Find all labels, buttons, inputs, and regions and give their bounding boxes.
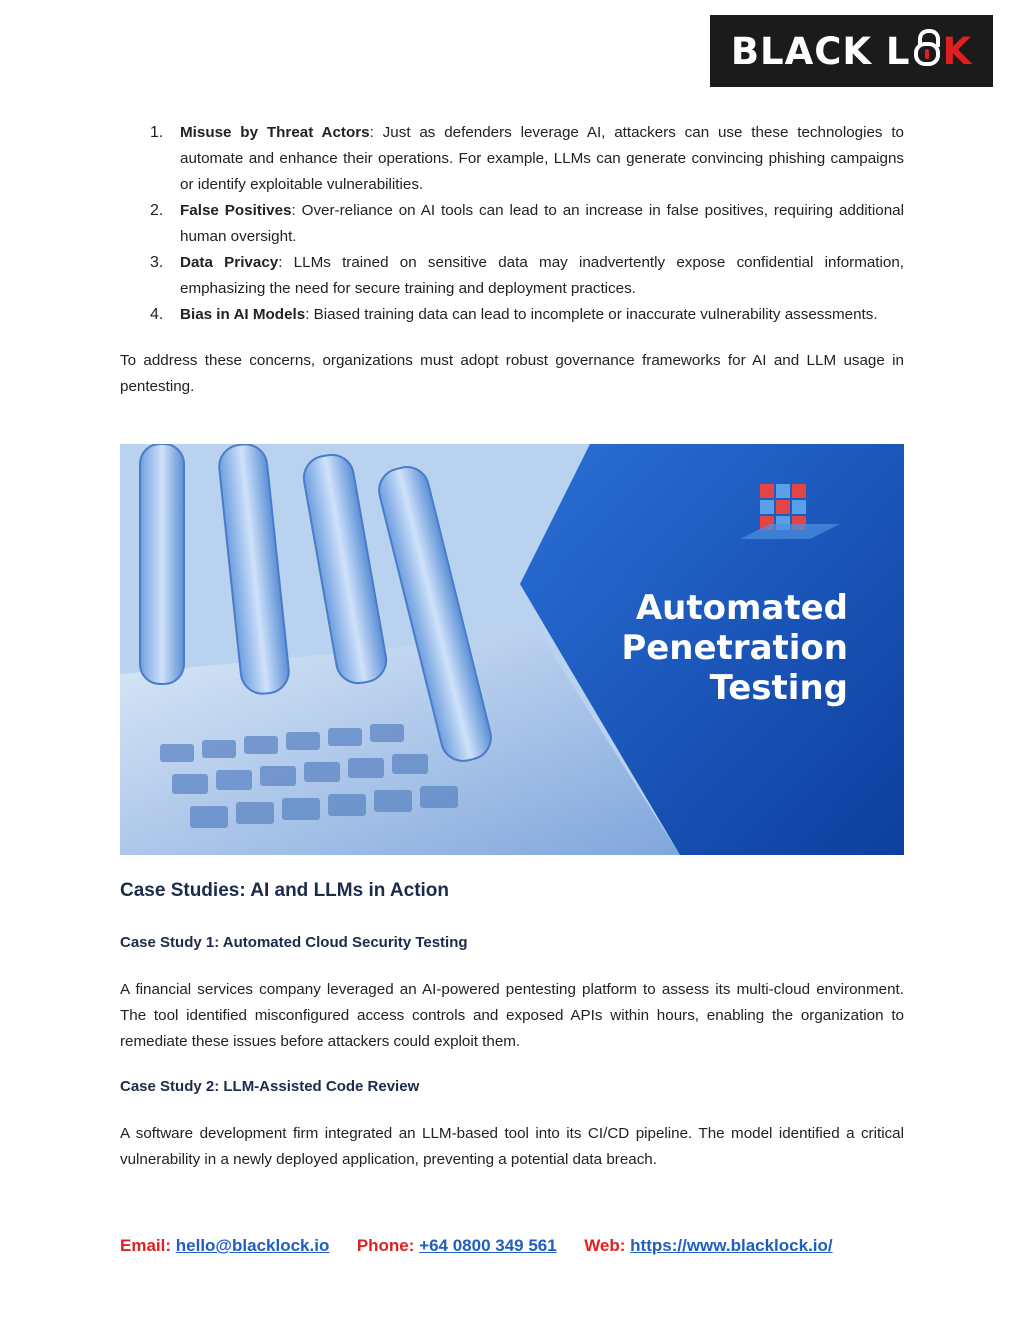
case-study-1-heading: Case Study 1: Automated Cloud Security Testing [120,934,468,951]
governance-paragraph: To address these concerns, organizations must adopt robust governance frameworks for AI and LLM usage in pentesting. [120,352,904,395]
list-item-text: : LLMs trained on sensitive data may inadvertently expose confidential information, emphasizing the need for secure training and deployment practices. [180,254,904,297]
risk-list-section [120,120,904,400]
section-heading: Case Studies: AI and LLMs in Action [120,880,450,901]
padlock-icon [912,36,942,66]
list-item-text: : Just as defenders leverage AI, attackers can use these technologies to automate and enhance their operations. For example, LLMs can generate convincing phishing campaigns or identify exploitable vulnerabilities. [180,124,905,193]
web-link[interactable]: https://www.blacklock.io/ [630,1236,833,1255]
list-item-term: Data Privacy [180,254,279,271]
blacklock-logo[interactable] [710,15,993,87]
list-item: 3. Data Privacy: LLMs trained on sensitive data may inadvertently expose confidential information, emphasizing the need for secure training and deployment practices. [150,254,904,297]
list-item: 4. Bias in AI Models: Biased training data can lead to incomplete or inaccurate vulnerability assessments. [150,306,878,323]
list-item: 1. Misuse by Threat Actors: Just as defenders leverage AI, attackers can use these technologies to automate and enhance their operations. For example, LLMs can generate convincing phishing campaigns or identify exploitable vulnerabilities. [150,124,905,193]
logo-wordmark: BLACK L K [730,29,973,73]
phone-link[interactable]: +64 0800 349 561 [419,1236,557,1255]
email-link[interactable]: hello@blacklock.io [175,1236,330,1255]
case-study-2-body: A software development firm integrated an LLM-based tool into its CI/CD pipeline. The model identified a critical vulnerability in a newly deployed application, preventing a potential data breach. [120,1125,904,1168]
list-item-text: : Biased training data can lead to incomplete or inaccurate vulnerability assessments. [305,306,878,323]
list-item-text: : Over-reliance on AI tools can lead to an increase in false positives, requiring additional human oversight. [180,202,904,245]
list-item-term: Bias in AI Models [180,306,306,323]
case-study-1-body: A financial services company leveraged an AI-powered pentesting platform to assess its multi-cloud environment. The tool identified misconfigured access controls and exposed APIs within hours, enabling the organization to remediate these issues before attackers could exploit them. [120,981,904,1050]
list-item: 2. False Positives: Over-reliance on AI tools can lead to an increase in false positives, requiring additional human oversight. [150,202,904,245]
contact-footer: Email: hello@blacklock.io Phone: +64 0800 349 561 Web: https://www.blacklock.io/ [120,1236,833,1255]
list-item-term: False Positives [180,202,292,219]
hero-title: Automated Penetration Testing [621,588,848,708]
list-item-term: Misuse by Threat Actors [180,124,370,141]
risk-list [120,120,904,328]
hero-image [120,444,904,855]
case-study-2-heading: Case Study 2: LLM-Assisted Code Review [120,1078,420,1095]
